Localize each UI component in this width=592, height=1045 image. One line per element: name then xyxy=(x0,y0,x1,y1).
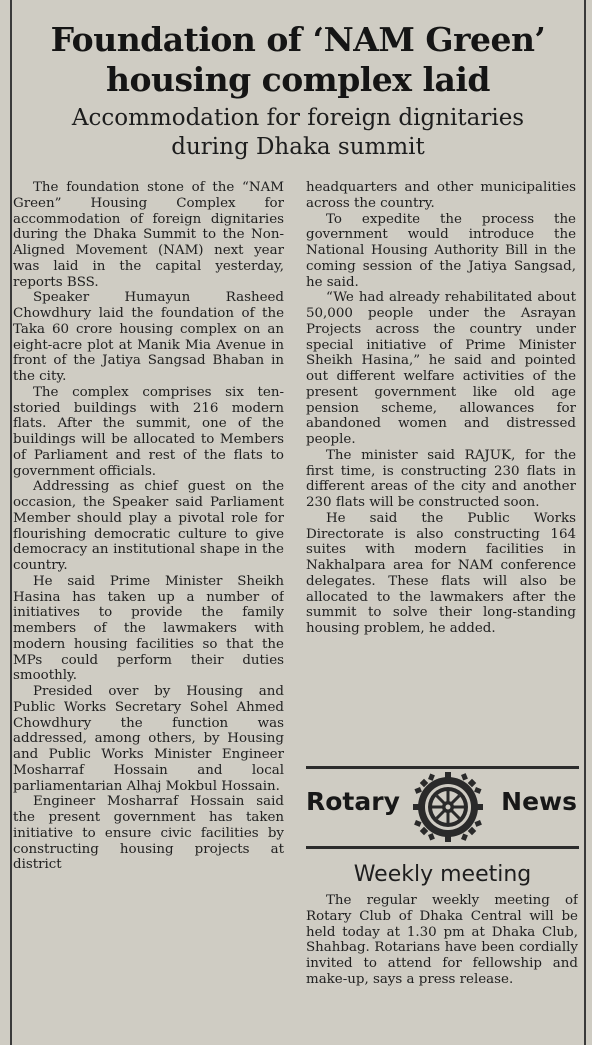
article-paragraph: Speaker Humayun Rasheed Chowdhury laid the foundation of the Taka 60 crore housing complex on an eight-acre plot at Manik Mia Avenue in front of the Jatiya Sangsad Bhaban in the city. xyxy=(13,290,284,384)
article-paragraph: Addressing as chief guest on the occasion, the Speaker said Parliament Member should play a pivotal role for flourishing democratic culture to give democracy an institutional shape in the country. xyxy=(13,479,284,573)
article-paragraph: The foundation stone of the “NAM Green” Housing Complex for accommodation of foreign dignitaries during the Dhaka Summit to the Non-Aligned Movement (NAM) next year was laid in the capital yesterday, reports BSS. xyxy=(13,180,284,290)
headline xyxy=(14,20,582,100)
article-column-right xyxy=(306,180,576,755)
article-column-left xyxy=(13,180,284,1030)
article-paragraph: He said the Public Works Directorate is also constructing 164 suites with modern facilities in Nakhalpara area for NAM conference delegates. These flats will also be allocated to the lawmakers after the summit to solve their long-standing housing problem, he added. xyxy=(306,510,576,636)
subheadline xyxy=(14,104,582,162)
rotary-wheel-icon xyxy=(412,771,484,843)
headline-line-1: Foundation of ‘NAM Green’ xyxy=(50,20,546,59)
rotary-word: Rotary xyxy=(306,787,400,816)
weekly-meeting-title: Weekly meeting xyxy=(353,862,532,887)
article-paragraph: The complex comprises six ten-storied buildings with 216 modern flats. After the summit, one of the buildings will be allocated to Members of Parliament and rest of the flats to government officials. xyxy=(13,384,284,479)
rotary-notice xyxy=(306,893,578,1033)
article-paragraph: To expedite the process the government would introduce the National Housing Authority Bill in the coming session of the Jatiya Sangsad, he said. xyxy=(306,211,576,290)
headline-line-2: housing complex laid xyxy=(106,60,490,99)
section-divider-bottom xyxy=(306,846,579,849)
subheadline-line-1: Accommodation for foreign dignitaries xyxy=(71,105,525,131)
article-continuation: headquarters and other municipalities across the country. xyxy=(306,180,576,211)
section-divider-top xyxy=(306,766,579,769)
news-word: News xyxy=(501,787,577,816)
left-column-rule xyxy=(10,0,12,1045)
article-paragraph: “We had already rehabilitated about 50,000 people under the Asrayan Projects across the country under special initiative of Prime Minister Sheikh Hasina,” he said and pointed out different welfare activities of the present government like old age pension scheme, allowances for abandoned women and distressed people. xyxy=(306,290,576,447)
rotary-news-banner xyxy=(306,771,579,843)
rotary-notice-body: The regular weekly meeting of Rotary Club of Dhaka Central will be held today at 1.30 pm at Dhaka Club, Shahbag. Rotarians have been cordially invited to attend for fellowship and make-up, says a press release. xyxy=(306,893,578,987)
article-paragraph: The minister said RAJUK, for the first time, is constructing 230 flats in different areas of the city and another 230 flats will be constructed soon. xyxy=(306,447,576,510)
subheadline-line-2: during Dhaka summit xyxy=(171,134,425,160)
article-paragraph: Engineer Mosharraf Hossain said the present government has taken initiative to ensure civic facilities by constructing housing projects at district xyxy=(13,794,284,873)
right-column-rule xyxy=(584,0,586,1045)
article-paragraph: Presided over by Housing and Public Works Secretary Sohel Ahmed Chowdhury the function was addressed, among others, by Housing and Public Works Minister Engineer Mosharraf Hossain and local parliamentarian Alhaj Mokbul Hossain. xyxy=(13,684,284,794)
article-paragraph: He said Prime Minister Sheikh Hasina has taken up a number of initiatives to provide the family members of the lawmakers with modern housing facilities so that the MPs could perform their duties smoothly. xyxy=(13,573,284,684)
